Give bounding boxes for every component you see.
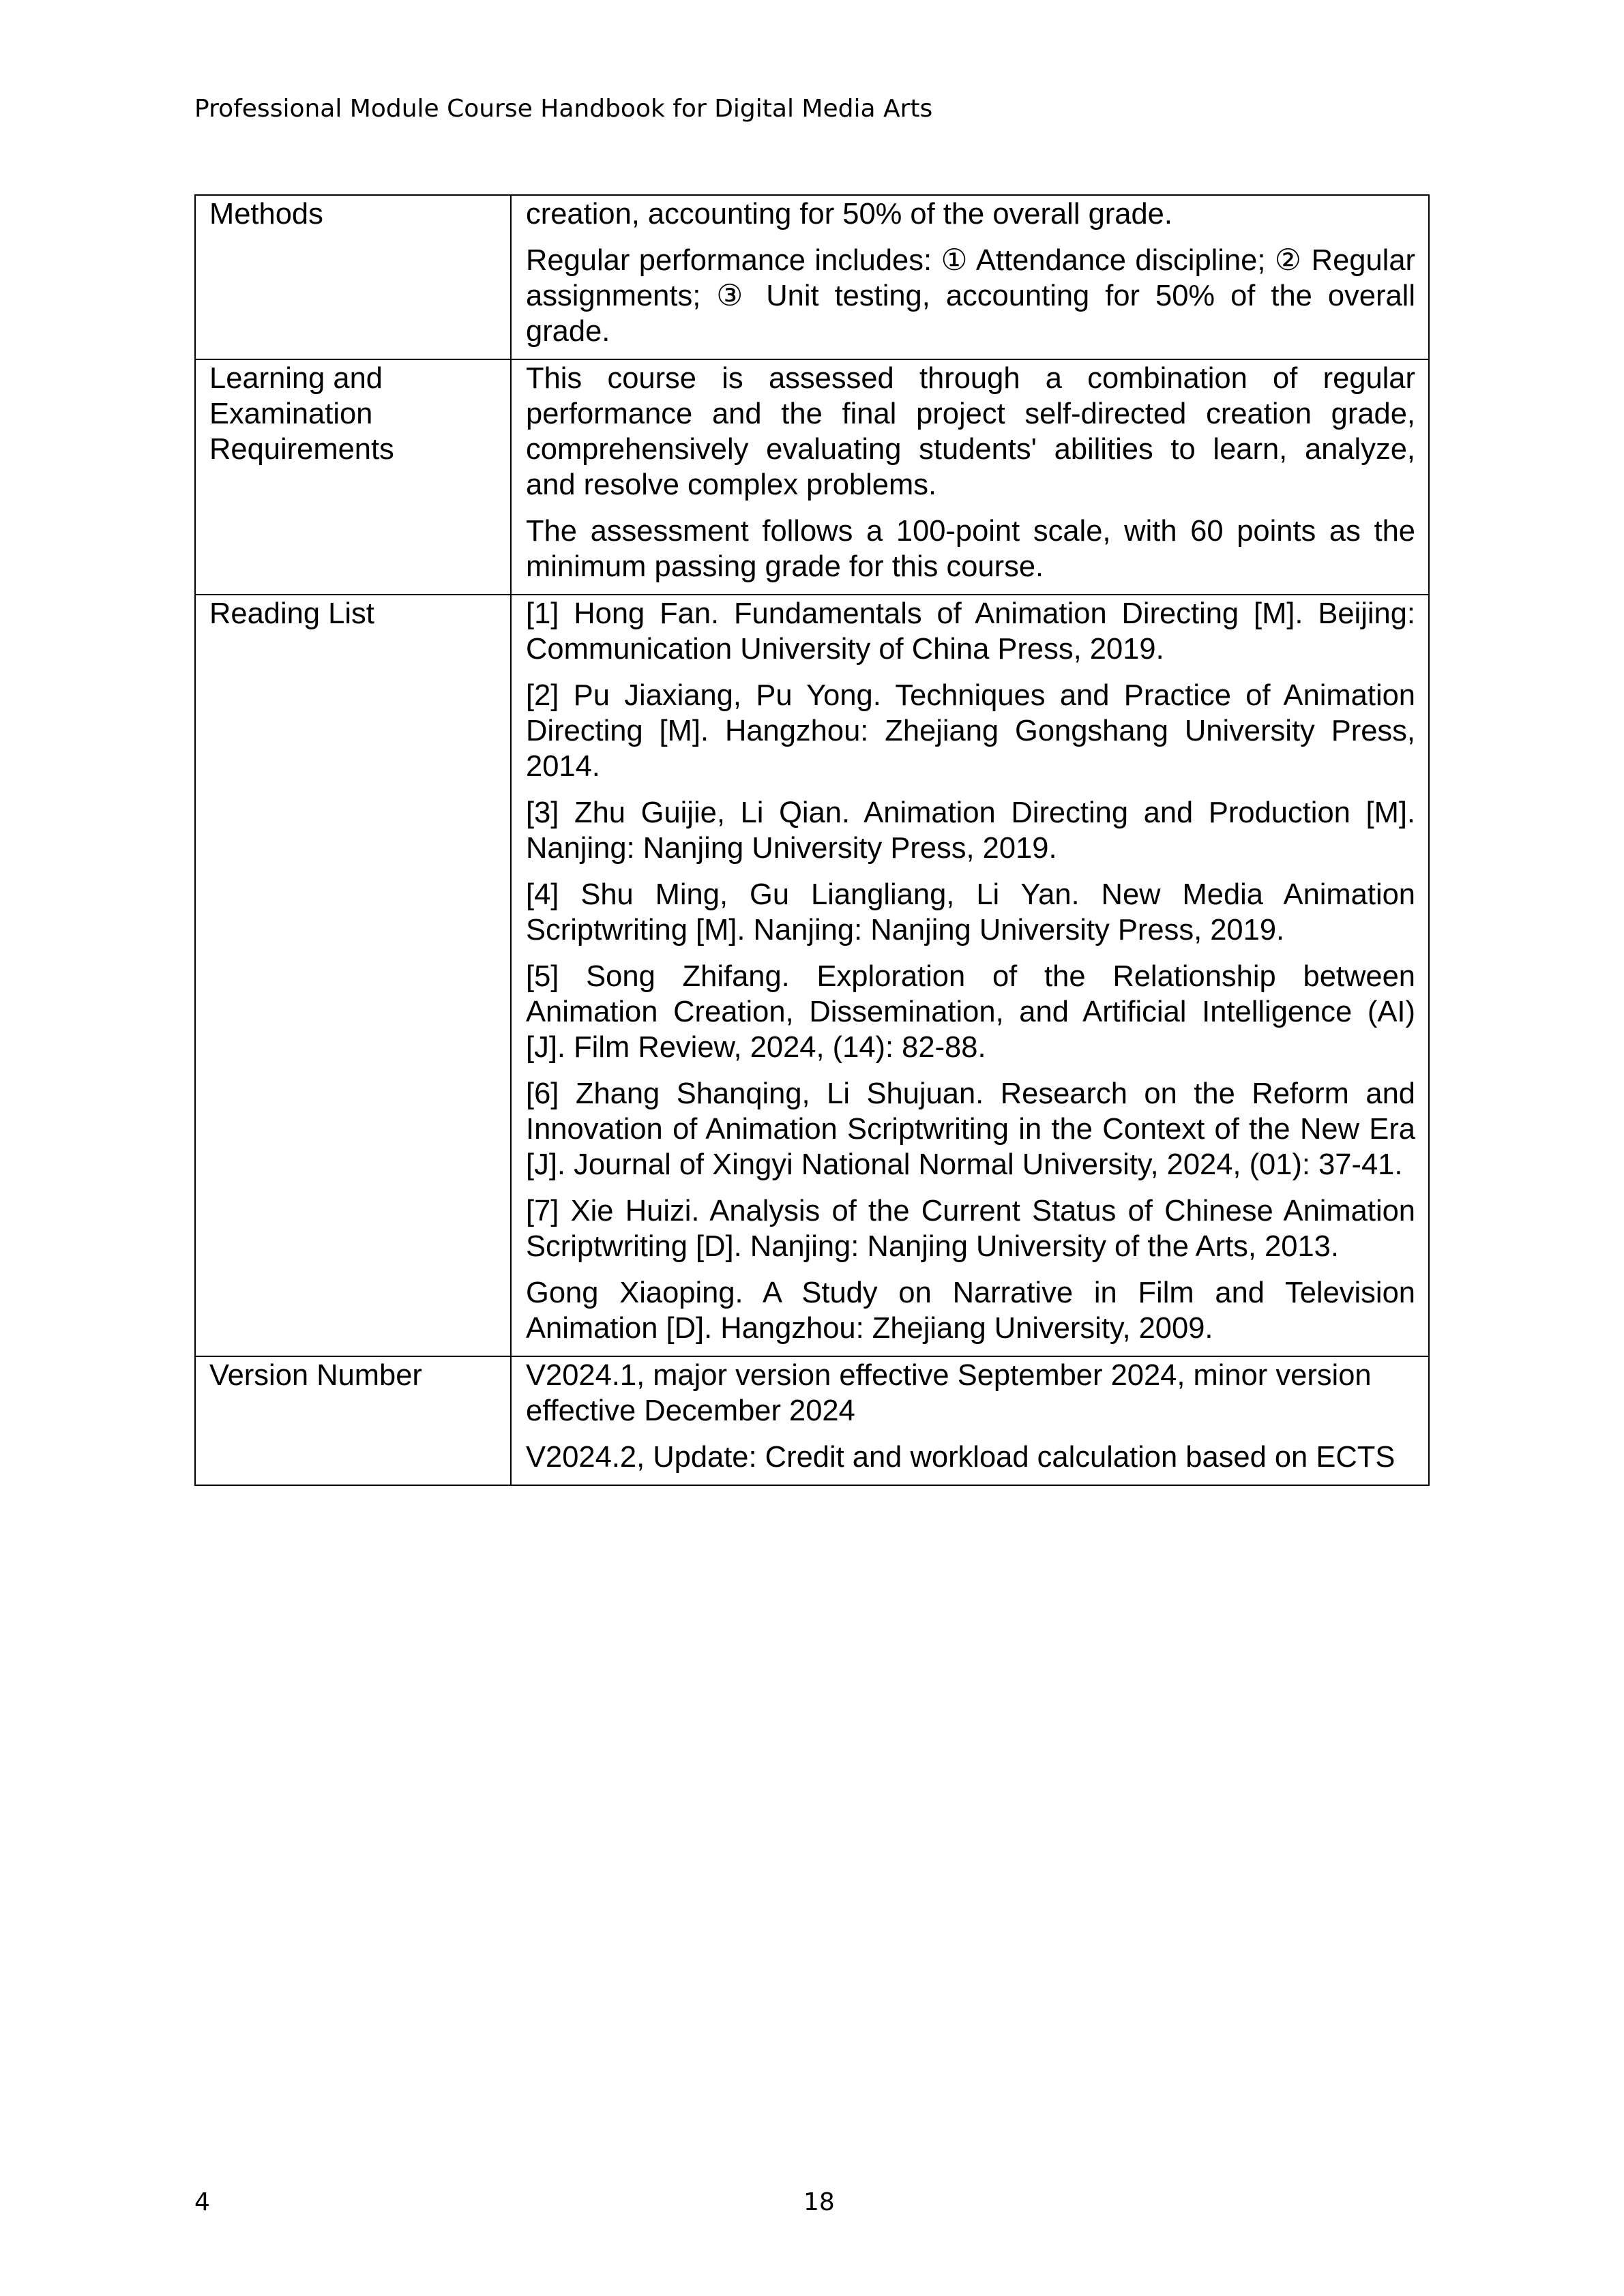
- requirements-paragraph: The assessment follows a 100-point scale, with 60 points as the minimum passing grade for this course.: [526, 515, 1415, 583]
- reading-list-entry: [5] Song Zhifang. Exploration of the Relationship between Animation Creation, Dissemination, and Artificial Intelligence (AI) [J]. Film Review, 2024, (14): 82-88.: [526, 960, 1415, 1064]
- row-label-cell: [195, 359, 511, 595]
- version-entry: V2024.1, major version effective September 2024, minor version effective December 2024: [526, 1359, 1372, 1427]
- row-label-version-number: Version Number: [209, 1359, 422, 1392]
- row-label-reading-list: Reading List: [209, 597, 374, 630]
- version-entry: V2024.2, Update: Credit and workload calculation based on ECTS: [526, 1441, 1396, 1474]
- row-content-cell: [511, 595, 1429, 1356]
- reading-list-entry: [1] Hong Fan. Fundamentals of Animation Directing [M]. Beijing: Communication University of China Press, 2019.: [526, 597, 1415, 666]
- row-label-learning-requirements: Learning and Examination Requirements: [209, 362, 394, 466]
- module-info-table: [194, 194, 1430, 1486]
- row-label-cell: [195, 595, 511, 1356]
- table-row-learning-requirements: [195, 359, 1429, 595]
- reading-list-entry: [4] Shu Ming, Gu Liangliang, Li Yan. New Media Animation Scriptwriting [M]. Nanjing: Nanjing University Press, 2019.: [526, 878, 1415, 946]
- running-header-title: Professional Module Course Handbook for Digital Media Arts: [194, 95, 933, 123]
- row-label-cell: [195, 195, 511, 359]
- methods-paragraph: creation, accounting for 50% of the overall grade.: [526, 198, 1172, 230]
- reading-list-entry: [2] Pu Jiaxiang, Pu Yong. Techniques and Practice of Animation Directing [M]. Hangzhou: Zhejiang Gongshang University Press, 2014.: [526, 679, 1415, 783]
- reading-list-entry: [7] Xie Huizi. Analysis of the Current Status of Chinese Animation Scriptwriting [D]. Nanjing: Nanjing University of the Arts, 2013.: [526, 1195, 1415, 1263]
- table-row-methods: [195, 195, 1429, 359]
- table-row-version-number: [195, 1356, 1429, 1485]
- footer-page-number: 18: [803, 2188, 835, 2216]
- table-row-reading-list: [195, 595, 1429, 1356]
- methods-paragraph: Regular performance includes: ① Attendance discipline; ② Regular assignments; ③ Unit testing, accounting for 50% of the overall grade.: [526, 244, 1415, 348]
- row-label-methods: Methods: [209, 198, 323, 230]
- reading-list-entry: Gong Xiaoping. A Study on Narrative in Film and Television Animation [D]. Hangzhou: Zhejiang University, 2009.: [526, 1277, 1415, 1345]
- row-content-cell: [511, 195, 1429, 359]
- reading-list-entry: [6] Zhang Shanqing, Li Shujuan. Research on the Reform and Innovation of Animation Scriptwriting in the Context of the New Era [J]. Journal of Xingyi National Normal University, 2024, (01): 37-41.: [526, 1077, 1415, 1181]
- requirements-paragraph: This course is assessed through a combination of regular performance and the final project self-directed creation grade, comprehensively evaluating students' abilities to learn, analyze, and resolve complex problems.: [526, 362, 1415, 501]
- footer-left-number: 4: [194, 2188, 210, 2216]
- row-content-cell: [511, 359, 1429, 595]
- row-label-cell: [195, 1356, 511, 1485]
- row-content-cell: [511, 1356, 1429, 1485]
- reading-list-entry: [3] Zhu Guijie, Li Qian. Animation Directing and Production [M]. Nanjing: Nanjing University Press, 2019.: [526, 796, 1415, 865]
